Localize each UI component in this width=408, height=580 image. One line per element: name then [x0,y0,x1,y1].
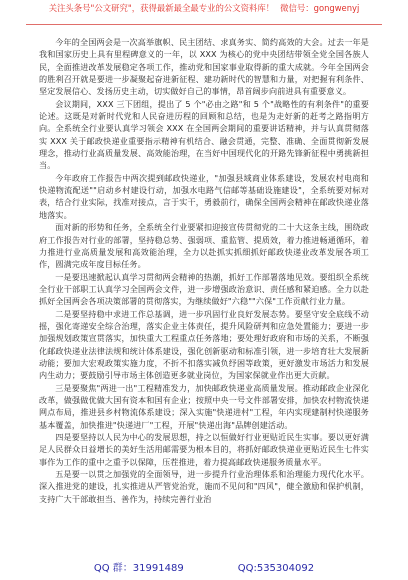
paragraph-8: 四是要坚持以人民为中心的发展思想，持之以恒做好行业更贴近民生实事。要以更好满足人民群众日益增长的美好生活用邮需要为根本目的，将抓好邮政快递业更贴近民生七件实事作为工作的重中之重予以保障，压茬推进，着力提高邮政快递服务质量水平。 [39,432,369,467]
paragraph-2: 会议期间，XXX 三下团组，提出了 5 个"必由之路"和 5 个"战略性的有利条件"的重要论述。这既是对新时代党和人民奋进历程的回顾和总结，也是为走好新的赶考之路指明方向。全系统全行业要认真学习领会 XXX 在全国两会期间的重要讲话精神，并与认真贯彻落实 XXX 关于邮政快递业重要指示精神有机结合、融会贯通，完整、准确、全面贯彻新发展理念，推动行业高质量发展、高效能治理，在当好中国现代化的开路先锋新征程中勇挑新担当。 [39,98,369,171]
page-header [0,3,408,23]
paragraph-6: 二是要坚持稳中求进工作总基调，进一步巩固行业良好发展态势。要坚守安全底线不动摇，强化寄递安全综合治理，落实企业主体责任，提升风险研判和应急处置能力；要进一步加强规划政策宣贯落实，加快重大工程重点任务落地；要处理好政府和市场的关系，不断强化邮政快递业法律法规和统计体系建设，强化创新驱动和标准引领，进一步培育壮大发展新动能；要加大宏观政策实施力度，不折不扣落实减负纾困等政策，更好激发市场活力和发展内生动力；要鼓励引导市场主体创造更多就业岗位，为国家保就业作出更大贡献。 [39,308,369,381]
paragraph-9: 五是要一以贯之加强党的全面领导，进一步提升行业治理体系和治理能力现代化水平。深入推进党的建设，扎实推进从严管党治党，施而不见问和"四风"，健全激励和保护机制，支持广大干部敢担当、善作为，持续完善行业治 [39,469,369,504]
header-divider [26,24,382,25]
paragraph-7: 三是要聚焦"两进一出"工程精准发力，加快邮政快递业高质量发展。推动邮政企业深化改革，做强做优做大国有资本和国有企业；按照中央一号文件部署安排，加快农村物流快递网点布局，推进县乡村物流体系建设；深入实施"快递进村"工程，年内实现建制村快递服务基本覆盖，加快推进"快递进厂"工程，开展"快递出海"品牌创建活动。 [39,382,369,430]
paragraph-1: 今年的全国两会是一次高举旗帜、民主团结、求真务实、简约高效的大会。过去一年是我和国家历史上具有里程碑意义的一年，以 XXX 为核心的党中央团结带领全党全国各族人民，全面推进改革发展稳定各项工作，推动党和国家事业取得新的重大成就。今年全国两会的胜利召开就是要进一步凝聚起奋进新征程、建功新时代的智慧和力量，对把握有利条件、坚定发展信心、发扬历史主动，切实做好自己的事情，昂首阔步向前进具有重要意义。 [39,37,369,97]
header-wechat-id: 微信号：gongwenyj [280,3,360,13]
header-promo-text: 关注头条号"公文研究"，获得最新最全最专业的公文资料库！ [48,3,275,13]
page-footer [0,559,408,574]
document-body [39,36,369,548]
paragraph-3: 今年政府工作报告中两次提到邮政快递业，"加强县域商业体系建设，发展农村电商和快递物流配送""启动乡村建设行动，加强水电路气信邮等基础设施建设"，全系统要对标对表，结合行业实际，找准对接点，言于实干，勇毅前行，确保全国两会精神在邮政快递业落地落实。 [39,172,369,220]
footer-qq-number: QQ:535304092 [237,563,315,574]
paragraph-5: 一是要迅速掀起认真学习贯彻两会精神的热潮，抓好工作部署落地见效。要组织全系统全行业干部职工认真学习全国两会文件，进一步增强政治意识、责任感和紧迫感。全力以赴抓好全国两会各项决策部署的贯彻落实，为继续做好"六稳""六保"工作贡献行业力量。 [39,271,369,307]
footer-qq-group: QQ 群：31991489 [93,563,184,574]
paragraph-4: 面对新的形势和任务，全系统全行业要紧扣迎接宣传贯彻党的二十大这条主线，围绕政府工作报告对行业的部署，坚持稳总势、强弱项、重监管、提质效，着力推进畅通循环，着力推进行业高质量发展和高效能治理，全力以赴抓实抓细抓好邮政快递业改革发展各项工作，圆满完成年度目标任务。 [39,222,369,270]
